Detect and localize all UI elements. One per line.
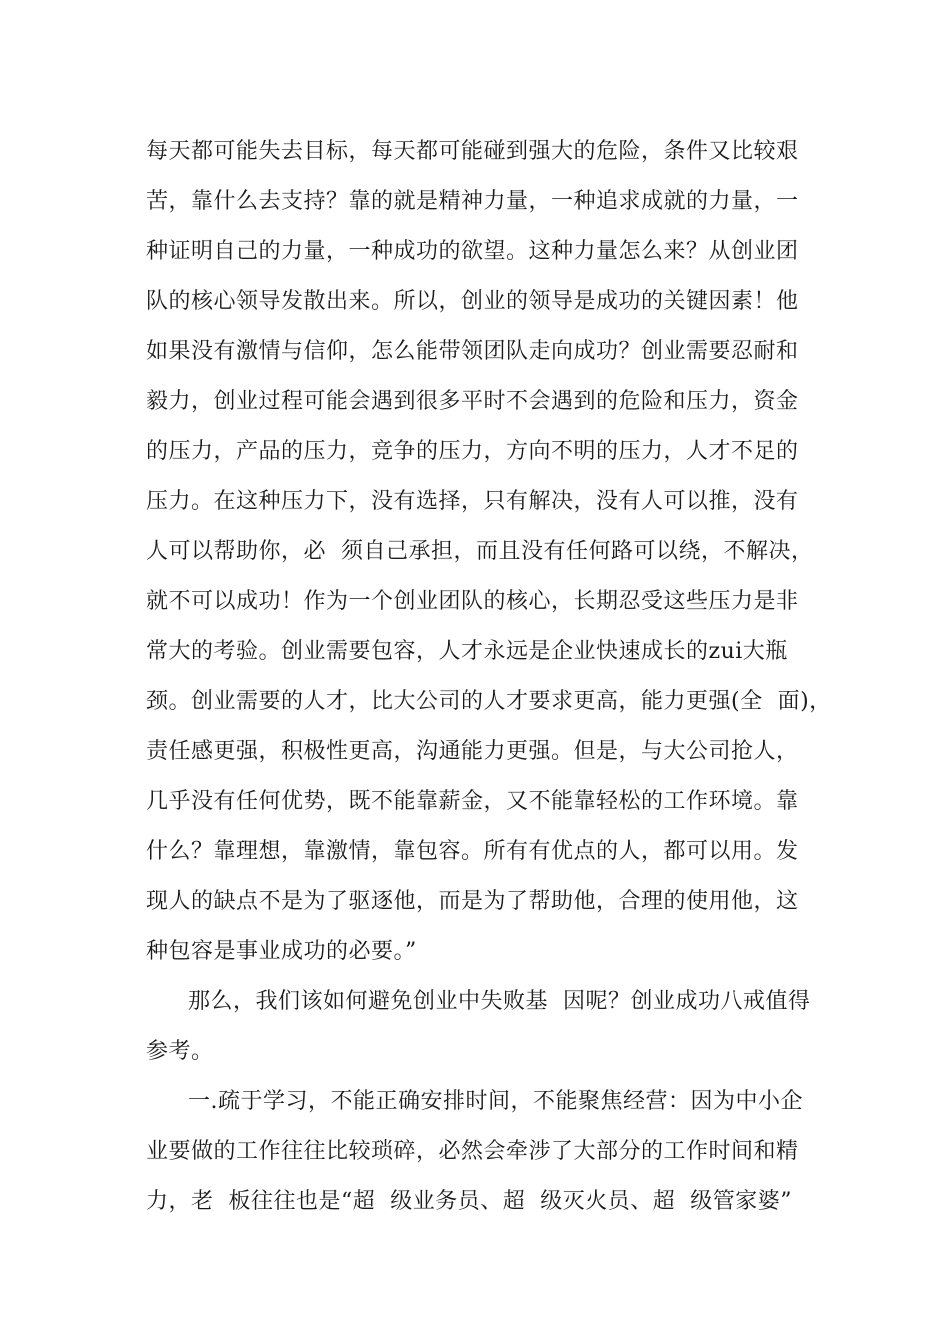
text-line: 几乎没有任何优势，既不能靠薪金，又不能靠轻松的工作环境。靠 bbox=[146, 789, 799, 814]
text-line: 责任感更强，积极性更高，沟通能力更强。但是，与大公司抢人， bbox=[146, 739, 799, 764]
text-line: 每天都可能失去目标，每天都可能碰到强大的危险，条件又比较艰 bbox=[146, 139, 799, 164]
text-line: 人可以帮助你，必 须自己承担，而且没有任何路可以绕，不解决， bbox=[146, 539, 814, 564]
text-line: 力，老 板往往也是“超 级业务员、超 级灭火员、超 级管家婆” bbox=[146, 1189, 792, 1214]
text-line: 现人的缺点不是为了驱逐他，而是为了帮助他，合理的使用他，这 bbox=[146, 889, 799, 914]
text-line: 如果没有激情与信仰，怎么能带领团队走向成功？创业需要忍耐和 bbox=[146, 339, 799, 364]
text-line: 参考。 bbox=[146, 1039, 214, 1064]
text-line: 队的核心领导发散出来。所以，创业的领导是成功的关键因素！他 bbox=[146, 289, 799, 314]
text-line: 业要做的工作往往比较琐碎，必然会牵涉了大部分的工作时间和精 bbox=[146, 1139, 799, 1164]
text-line: 就不可以成功！作为一个创业团队的核心，长期忍受这些压力是非 bbox=[146, 589, 799, 614]
paragraph-first-line: 一.疏于学习，不能正确安排时间，不能聚焦经营：因为中小企 bbox=[188, 1089, 803, 1114]
text-line: 压力。在这种压力下，没有选择，只有解决，没有人可以推，没有 bbox=[146, 489, 799, 514]
text-line: 种包容是事业成功的必要。” bbox=[146, 939, 417, 964]
text-line: 颈。创业需要的人才，比大公司的人才要求更高，能力更强(全 面)， bbox=[146, 689, 832, 714]
text-line: 常大的考验。创业需要包容，人才永远是企业快速成长的zui大瓶 bbox=[146, 639, 788, 664]
paragraph-first-line: 那么，我们该如何避免创业中失败基 因呢？创业成功八戒值得 bbox=[188, 989, 811, 1014]
text-line: 种证明自己的力量，一种成功的欲望。这种力量怎么来？从创业团 bbox=[146, 239, 799, 264]
text-line: 什么？靠理想，靠激情，靠包容。所有有优点的人，都可以用。发 bbox=[146, 839, 799, 864]
text-line: 苦，靠什么去支持？靠的就是精神力量，一种追求成就的力量，一 bbox=[146, 189, 799, 214]
text-line: 毅力，创业过程可能会遇到很多平时不会遇到的危险和压力，资金 bbox=[146, 389, 799, 414]
text-line: 的压力，产品的压力，竞争的压力，方向不明的压力，人才不足的 bbox=[146, 439, 799, 464]
